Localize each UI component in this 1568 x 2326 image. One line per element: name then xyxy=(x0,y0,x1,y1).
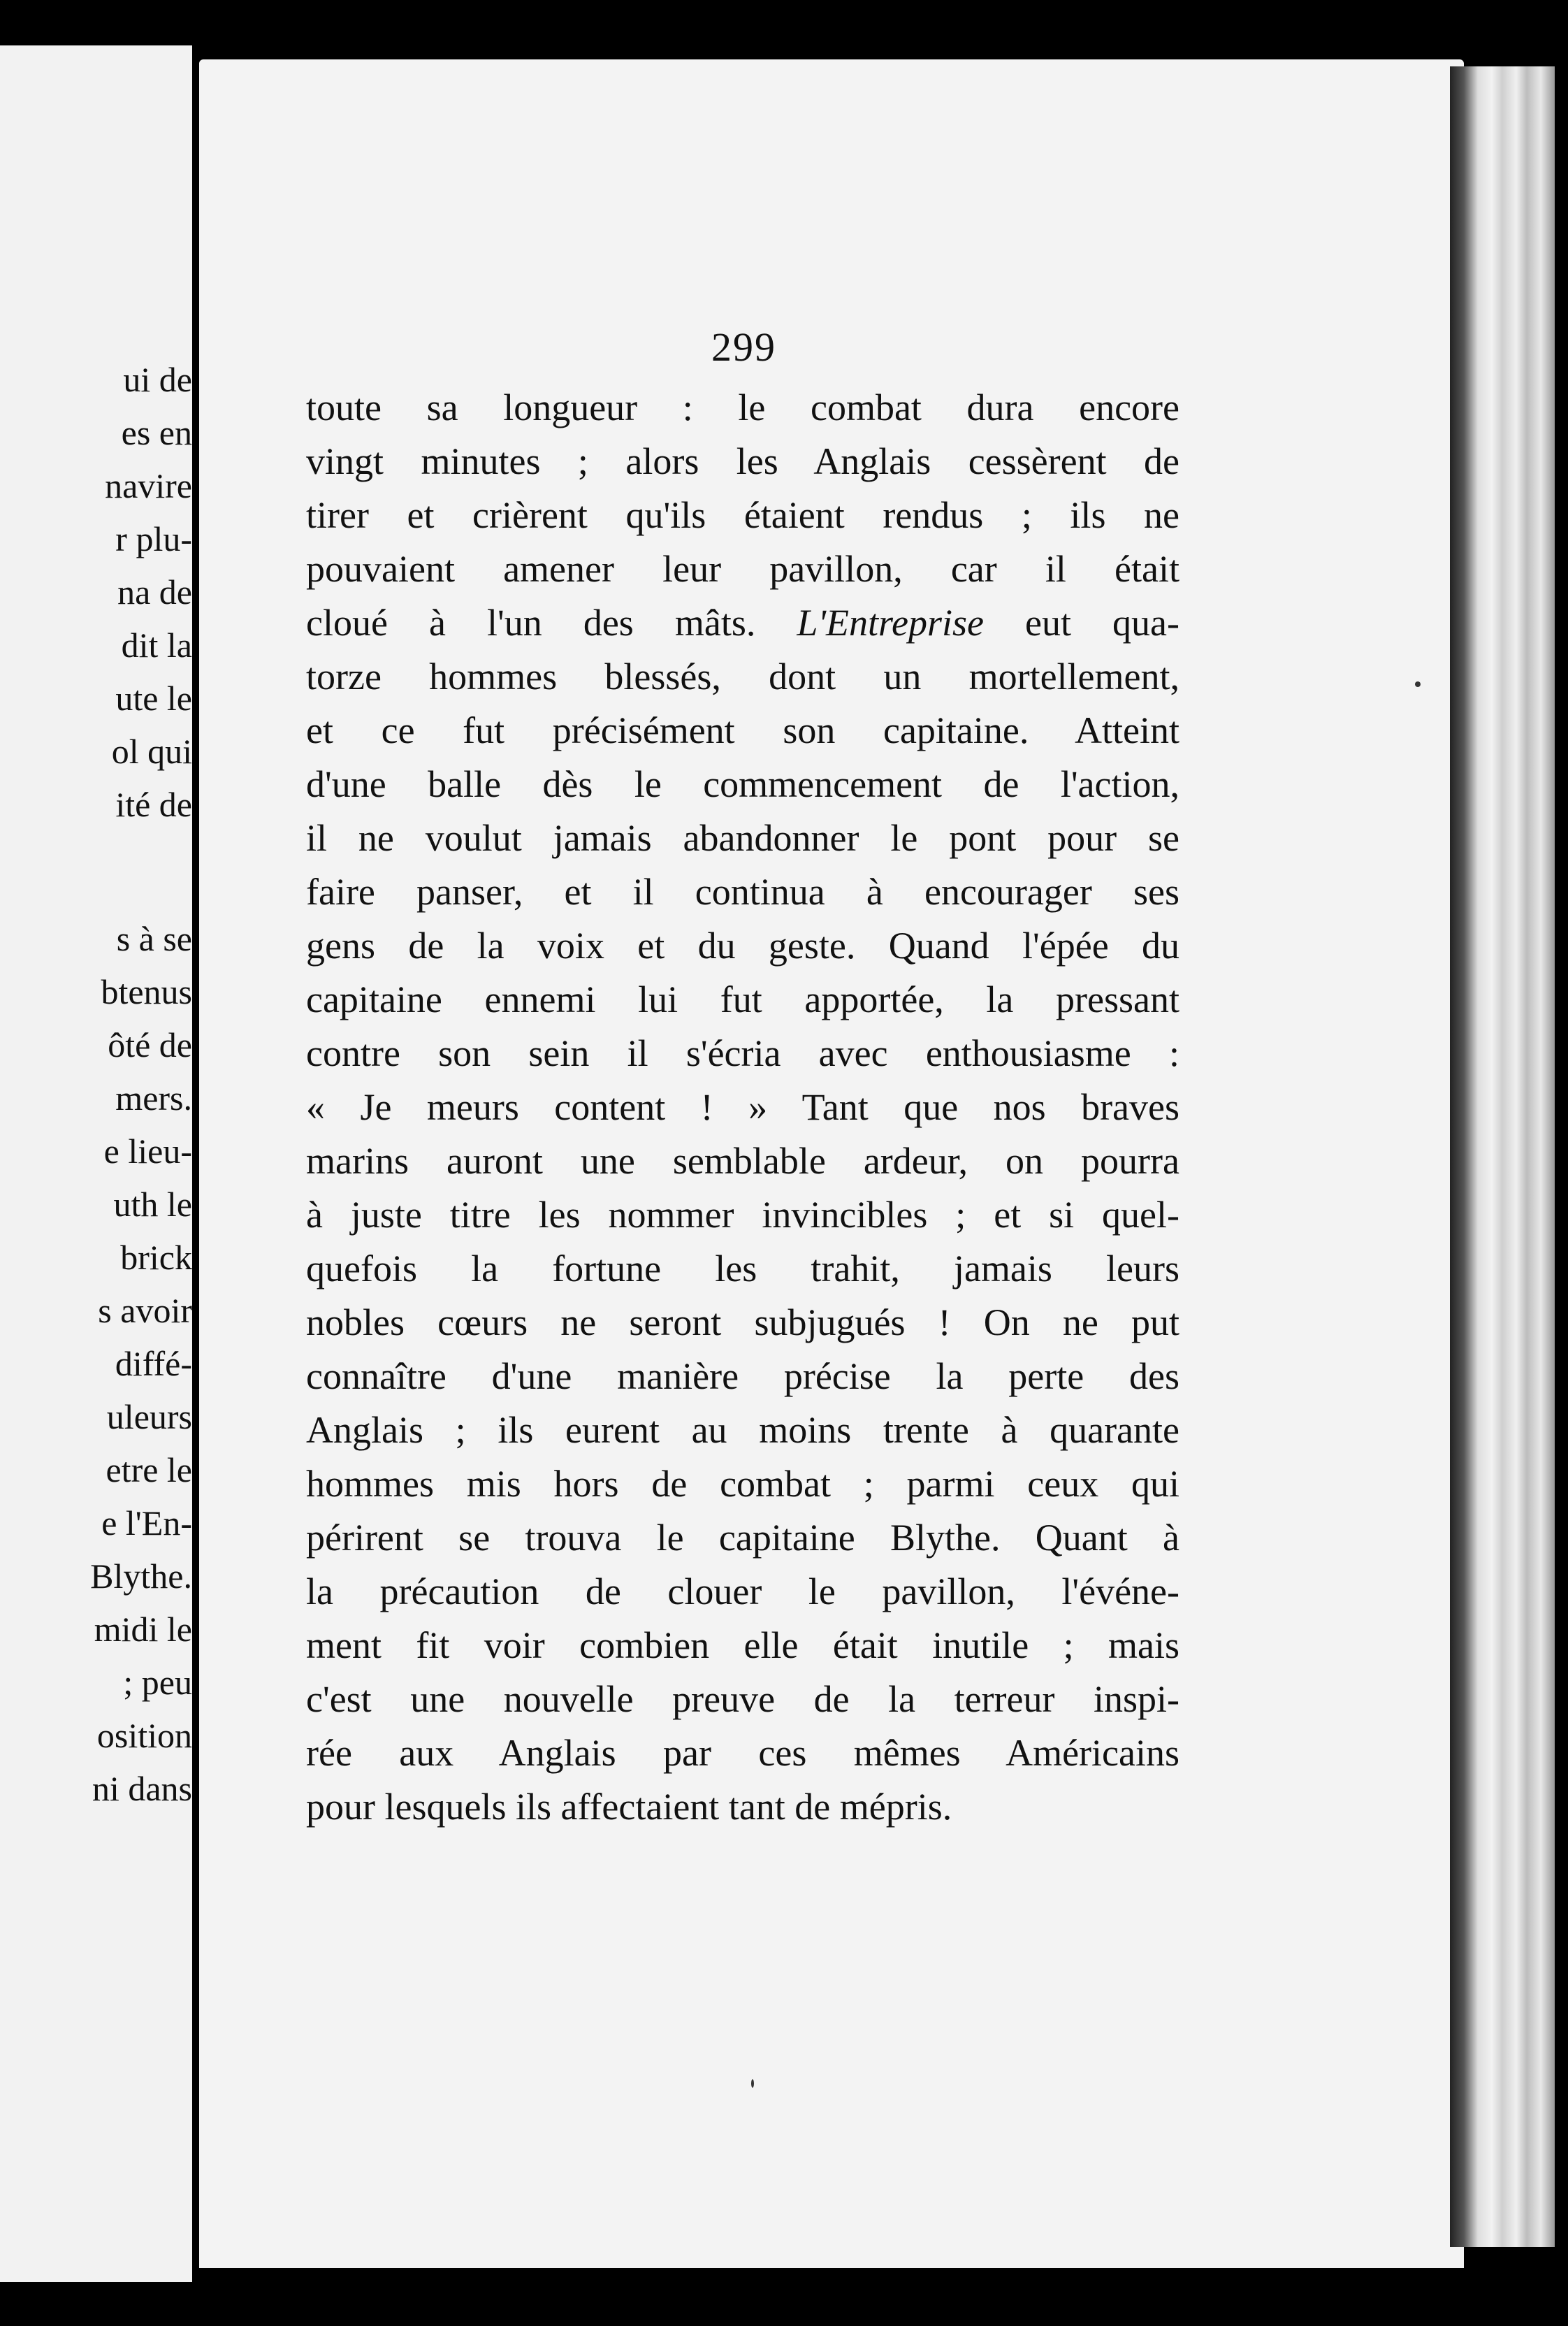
text-line: c'est une nouvelle preuve de la terreur inspi- xyxy=(306,1678,1179,1720)
text-line: gens de la voix et du geste. Quand l'épée du xyxy=(306,925,1179,967)
left-line: r plu- xyxy=(115,519,192,558)
left-line: ité de xyxy=(115,785,192,824)
page-number: 299 xyxy=(711,324,776,370)
text-line: périrent se trouva le capitaine Blythe. Quant à xyxy=(306,1517,1179,1559)
left-line: midi le xyxy=(94,1610,192,1649)
left-line: uleurs xyxy=(106,1397,192,1436)
text-line: rée aux Anglais par ces mêmes Américains xyxy=(306,1732,1179,1774)
text-line: capitaine ennemi lui fut apportée, la pressant xyxy=(306,978,1179,1020)
text-line: vingt minutes ; alors les Anglais cessèrent de xyxy=(306,440,1179,482)
scan-speck xyxy=(1415,681,1421,687)
text-line: ment fit voir combien elle était inutile ; mais xyxy=(306,1624,1179,1666)
left-line: uth le xyxy=(113,1185,192,1224)
text-line: marins auront une semblable ardeur, on pourra xyxy=(306,1140,1179,1182)
text-line: quefois la fortune les trahit, jamais leurs xyxy=(306,1248,1179,1290)
left-line: brick xyxy=(120,1238,192,1277)
text-line: il ne voulut jamais abandonner le pont pour se xyxy=(306,817,1179,859)
text-line: connaître d'une manière précise la perte des xyxy=(306,1355,1179,1397)
text-segment: cloué à l'un des mâts. xyxy=(306,602,797,644)
previous-page-fragment xyxy=(0,45,192,2282)
left-line: s avoir xyxy=(98,1291,192,1330)
left-line: etre le xyxy=(106,1450,192,1489)
text-line: pour lesquels ils affectaient tant de mépris. xyxy=(306,1786,952,1828)
left-line: na de xyxy=(117,572,192,612)
left-line: ; peu xyxy=(123,1663,192,1702)
text-line xyxy=(306,596,1179,650)
page-edges-stack xyxy=(1450,66,1555,2247)
text-line: d'une balle dès le commencement de l'action, xyxy=(306,763,1179,805)
text-line: toute sa longueur : le combat dura encore xyxy=(306,387,1179,428)
left-line: dit la xyxy=(121,626,192,665)
left-line: es en xyxy=(121,413,192,452)
text-line: Anglais ; ils eurent au moins trente à quarante xyxy=(306,1409,1179,1451)
left-line: mers. xyxy=(115,1078,192,1118)
left-line: e lieu- xyxy=(103,1132,192,1171)
text-line: tirer et crièrent qu'ils étaient rendus ; ils ne xyxy=(306,494,1179,536)
left-line: osition xyxy=(96,1716,192,1755)
left-line: ôté de xyxy=(108,1025,192,1064)
text-line: contre son sein il s'écria avec enthousiasme : xyxy=(306,1032,1179,1074)
text-line: nobles cœurs ne seront subjugués ! On ne put xyxy=(306,1301,1179,1343)
page-body-text xyxy=(306,381,1179,1834)
left-line: e l'En- xyxy=(101,1503,192,1543)
text-line: faire panser, et il continua à encourager ses xyxy=(306,871,1179,913)
left-line: ui de xyxy=(123,360,192,399)
text-segment: eut qua- xyxy=(983,602,1180,644)
text-line: à juste titre les nommer invincibles ; et si quel- xyxy=(306,1194,1179,1236)
left-line: diffé- xyxy=(115,1344,192,1383)
ship-name-italic: L'Entreprise xyxy=(797,602,984,644)
text-line: la précaution de clouer le pavillon, l'événe- xyxy=(306,1570,1179,1612)
text-line: et ce fut précisément son capitaine. Atteint xyxy=(306,709,1179,751)
left-line: navire xyxy=(105,466,192,505)
text-line: « Je meurs content ! » Tant que nos braves xyxy=(306,1086,1179,1128)
text-line: hommes mis hors de combat ; parmi ceux qui xyxy=(306,1463,1179,1505)
left-line: ute le xyxy=(115,679,192,718)
text-line: pouvaient amener leur pavillon, car il était xyxy=(306,548,1179,590)
left-line: btenus xyxy=(101,972,192,1011)
scan-speck xyxy=(751,2079,754,2088)
left-line: ni dans xyxy=(92,1769,192,1808)
text-line: torze hommes blessés, dont un mortellement, xyxy=(306,656,1179,698)
left-line: Blythe. xyxy=(90,1556,192,1596)
left-line: ol qui xyxy=(111,732,192,771)
left-line: s à se xyxy=(116,919,192,958)
